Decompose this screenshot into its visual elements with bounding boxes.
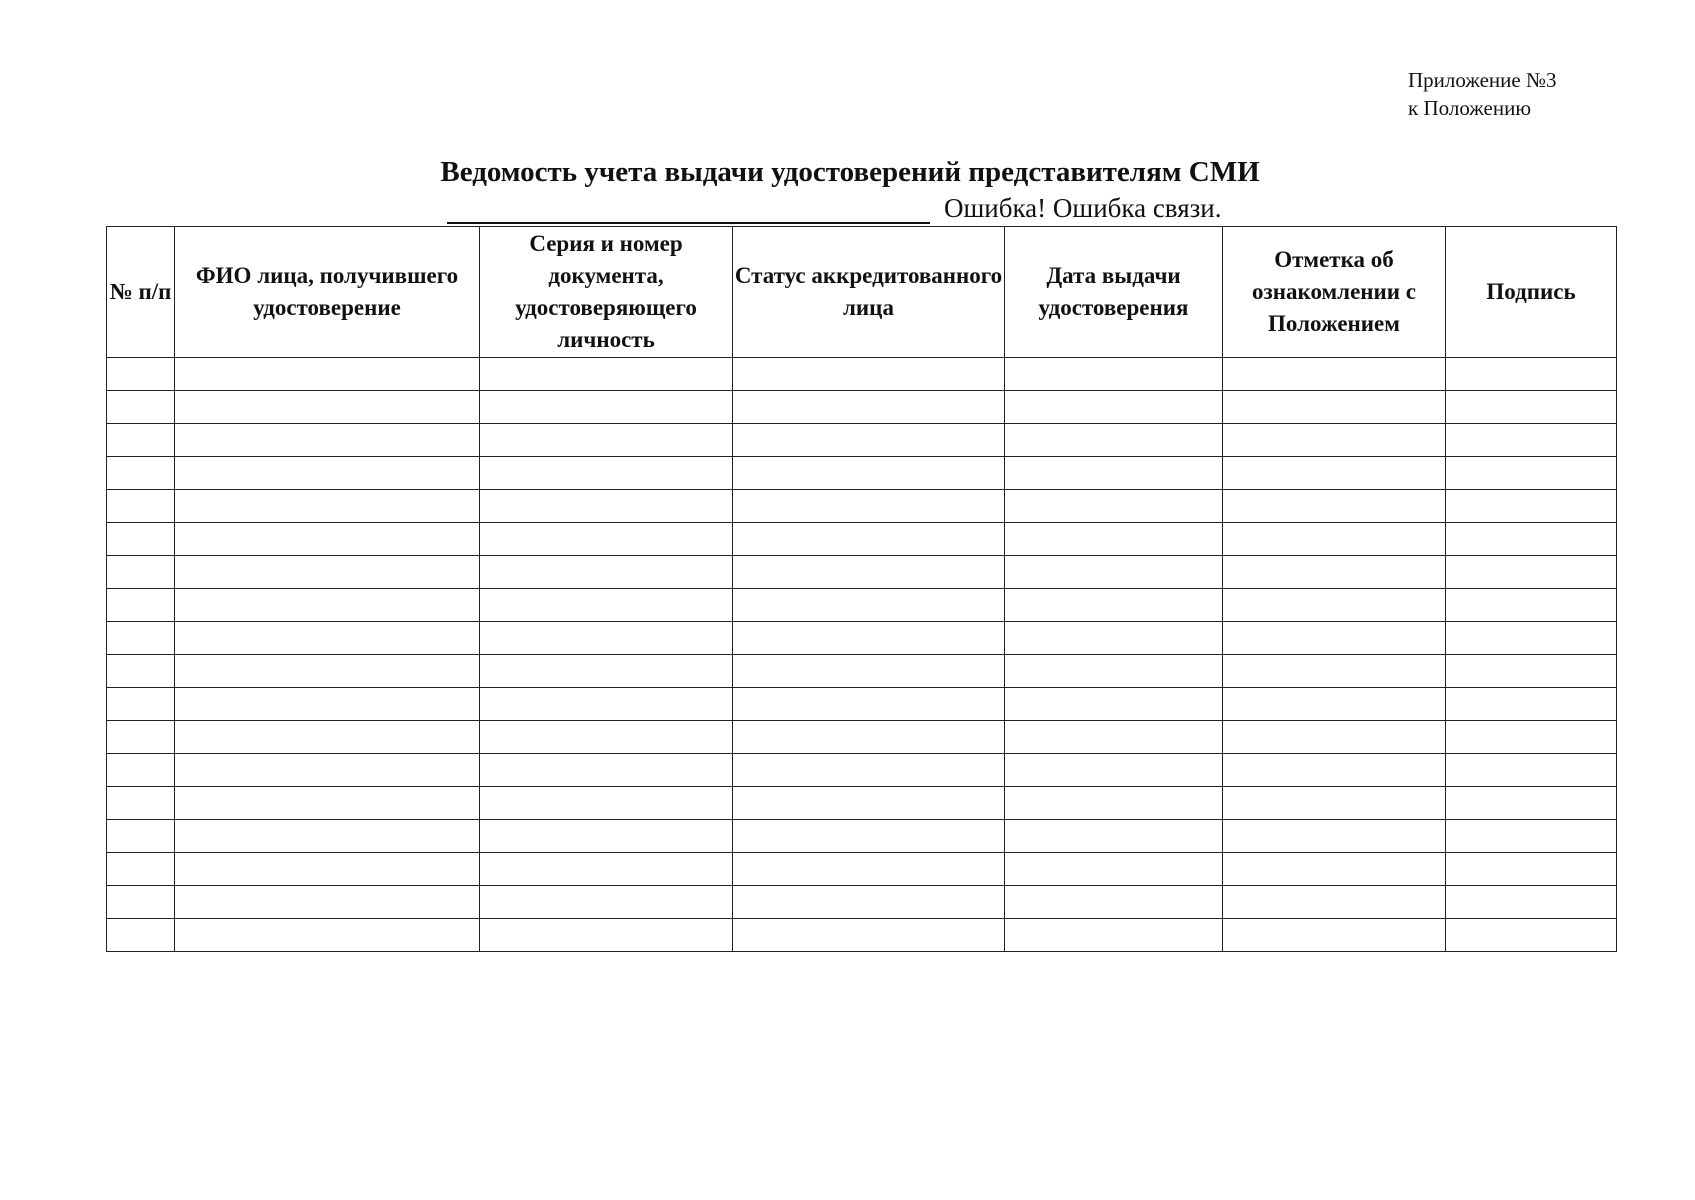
table-cell bbox=[175, 523, 480, 556]
table-cell bbox=[1446, 358, 1617, 391]
table-cell bbox=[1005, 688, 1223, 721]
table-cell bbox=[1446, 391, 1617, 424]
table-cell bbox=[175, 622, 480, 655]
table-cell bbox=[480, 787, 733, 820]
table-row bbox=[107, 391, 1617, 424]
table-cell bbox=[107, 358, 175, 391]
table-cell bbox=[480, 523, 733, 556]
table-cell bbox=[480, 490, 733, 523]
table-cell bbox=[175, 820, 480, 853]
table-row bbox=[107, 919, 1617, 952]
table-row bbox=[107, 886, 1617, 919]
table-cell bbox=[733, 457, 1005, 490]
table-cell bbox=[175, 853, 480, 886]
appendix-reference: к Положению bbox=[1408, 96, 1532, 120]
table-cell bbox=[480, 688, 733, 721]
table-cell bbox=[733, 853, 1005, 886]
table-cell bbox=[1223, 754, 1446, 787]
table-cell bbox=[733, 490, 1005, 523]
table-cell bbox=[480, 754, 733, 787]
table-cell bbox=[175, 886, 480, 919]
table-cell bbox=[175, 754, 480, 787]
table-cell bbox=[175, 358, 480, 391]
table-cell bbox=[1005, 886, 1223, 919]
table-cell bbox=[175, 787, 480, 820]
table-cell bbox=[1223, 358, 1446, 391]
table-cell bbox=[733, 886, 1005, 919]
table-cell bbox=[107, 886, 175, 919]
table-cell bbox=[733, 622, 1005, 655]
table-cell bbox=[733, 820, 1005, 853]
table-cell bbox=[175, 589, 480, 622]
table-cell bbox=[175, 721, 480, 754]
table-cell bbox=[480, 853, 733, 886]
table-row bbox=[107, 721, 1617, 754]
table-cell bbox=[175, 391, 480, 424]
column-header-full-name: ФИО лица, получившего удостоверение bbox=[175, 227, 480, 358]
table-cell bbox=[1446, 754, 1617, 787]
table-cell bbox=[1005, 655, 1223, 688]
table-cell bbox=[733, 589, 1005, 622]
table-cell bbox=[1223, 919, 1446, 952]
table-cell bbox=[107, 457, 175, 490]
table-cell bbox=[480, 391, 733, 424]
column-header-acknowledgement: Отметка об ознакомлении с Положением bbox=[1223, 227, 1446, 358]
table-cell bbox=[1005, 721, 1223, 754]
table-cell bbox=[480, 556, 733, 589]
table-cell bbox=[107, 424, 175, 457]
table-cell bbox=[1005, 490, 1223, 523]
blank-underline bbox=[447, 194, 930, 224]
table-cell bbox=[733, 655, 1005, 688]
table-cell bbox=[1223, 457, 1446, 490]
table-cell bbox=[1005, 391, 1223, 424]
table-row bbox=[107, 424, 1617, 457]
column-header-issue-date: Дата выдачи удостоверения bbox=[1005, 227, 1223, 358]
table-cell bbox=[107, 919, 175, 952]
table-cell bbox=[107, 853, 175, 886]
table-cell bbox=[480, 721, 733, 754]
column-header-id-document: Серия и номер документа, удостоверяющего личность bbox=[480, 227, 733, 358]
table-row bbox=[107, 556, 1617, 589]
table-cell bbox=[1446, 424, 1617, 457]
table-cell bbox=[1223, 655, 1446, 688]
table-cell bbox=[733, 754, 1005, 787]
table-cell bbox=[480, 424, 733, 457]
table-cell bbox=[1446, 787, 1617, 820]
table-cell bbox=[1005, 919, 1223, 952]
table-cell bbox=[1446, 886, 1617, 919]
table-cell bbox=[1446, 490, 1617, 523]
table-cell bbox=[733, 424, 1005, 457]
table-cell bbox=[480, 457, 733, 490]
table-row bbox=[107, 787, 1617, 820]
table-cell bbox=[1005, 556, 1223, 589]
table-cell bbox=[107, 820, 175, 853]
table-cell bbox=[107, 391, 175, 424]
table-cell bbox=[733, 688, 1005, 721]
table-cell bbox=[1005, 622, 1223, 655]
header-row bbox=[107, 227, 1617, 358]
table-cell bbox=[1005, 754, 1223, 787]
table-cell bbox=[1446, 523, 1617, 556]
table-cell bbox=[1223, 853, 1446, 886]
table-cell bbox=[733, 721, 1005, 754]
table-cell bbox=[480, 886, 733, 919]
table-cell bbox=[1005, 853, 1223, 886]
table-cell bbox=[1446, 655, 1617, 688]
table-cell bbox=[1223, 688, 1446, 721]
table-cell bbox=[175, 490, 480, 523]
table-cell bbox=[1223, 424, 1446, 457]
appendix-number: Приложение №3 bbox=[1408, 68, 1557, 92]
table-cell bbox=[1005, 820, 1223, 853]
table-row bbox=[107, 820, 1617, 853]
table-cell bbox=[1446, 919, 1617, 952]
table-cell bbox=[107, 688, 175, 721]
title-subline bbox=[447, 193, 1222, 227]
table-cell bbox=[107, 589, 175, 622]
table-cell bbox=[480, 589, 733, 622]
table-cell bbox=[480, 622, 733, 655]
table-cell bbox=[1223, 622, 1446, 655]
table-cell bbox=[1446, 853, 1617, 886]
table-cell bbox=[175, 457, 480, 490]
ledger-table bbox=[106, 226, 1617, 952]
table-cell bbox=[107, 523, 175, 556]
table-cell bbox=[1223, 391, 1446, 424]
table-row bbox=[107, 589, 1617, 622]
table-cell bbox=[1446, 688, 1617, 721]
document-title: Ведомость учета выдачи удостоверений представителям СМИ bbox=[440, 156, 1260, 188]
table-cell bbox=[1446, 721, 1617, 754]
table-cell bbox=[733, 787, 1005, 820]
table-cell bbox=[175, 556, 480, 589]
table-row bbox=[107, 490, 1617, 523]
table-cell bbox=[107, 490, 175, 523]
table-cell bbox=[175, 688, 480, 721]
table-cell bbox=[107, 622, 175, 655]
table-row bbox=[107, 688, 1617, 721]
table-row bbox=[107, 622, 1617, 655]
table-cell bbox=[107, 655, 175, 688]
table-cell bbox=[480, 358, 733, 391]
table-cell bbox=[107, 754, 175, 787]
table-cell bbox=[1005, 424, 1223, 457]
table-cell bbox=[1005, 358, 1223, 391]
table-row bbox=[107, 655, 1617, 688]
table-cell bbox=[733, 919, 1005, 952]
column-header-signature: Подпись bbox=[1446, 227, 1617, 358]
table-cell bbox=[1223, 589, 1446, 622]
table-cell bbox=[1005, 787, 1223, 820]
table-cell bbox=[1005, 523, 1223, 556]
table-cell bbox=[175, 424, 480, 457]
table-cell bbox=[1446, 820, 1617, 853]
table-row bbox=[107, 853, 1617, 886]
table-cell bbox=[1223, 787, 1446, 820]
table-cell bbox=[1446, 457, 1617, 490]
table-cell bbox=[1005, 457, 1223, 490]
table-cell bbox=[175, 919, 480, 952]
ledger-body bbox=[107, 358, 1617, 952]
table-row bbox=[107, 754, 1617, 787]
table-cell bbox=[733, 523, 1005, 556]
table-cell bbox=[175, 655, 480, 688]
table-row bbox=[107, 457, 1617, 490]
table-cell bbox=[1223, 886, 1446, 919]
table-cell bbox=[1223, 556, 1446, 589]
link-error-text: Ошибка! Ошибка связи. bbox=[944, 193, 1222, 223]
table-cell bbox=[1446, 589, 1617, 622]
table-cell bbox=[733, 556, 1005, 589]
table-cell bbox=[107, 787, 175, 820]
appendix-note bbox=[1408, 66, 1557, 122]
table-cell bbox=[480, 655, 733, 688]
table-cell bbox=[733, 358, 1005, 391]
table-cell bbox=[107, 721, 175, 754]
table-cell bbox=[107, 556, 175, 589]
table-cell bbox=[1005, 589, 1223, 622]
table-cell bbox=[1223, 820, 1446, 853]
table-cell bbox=[1223, 490, 1446, 523]
table-cell bbox=[1223, 721, 1446, 754]
table-cell bbox=[1223, 523, 1446, 556]
column-header-number: № п/п bbox=[107, 227, 175, 358]
table-cell bbox=[733, 391, 1005, 424]
table-cell bbox=[480, 820, 733, 853]
table-cell bbox=[1446, 622, 1617, 655]
table-cell bbox=[480, 919, 733, 952]
table-cell bbox=[1446, 556, 1617, 589]
table-row bbox=[107, 523, 1617, 556]
table-row bbox=[107, 358, 1617, 391]
column-header-status: Статус аккредитованного лица bbox=[733, 227, 1005, 358]
